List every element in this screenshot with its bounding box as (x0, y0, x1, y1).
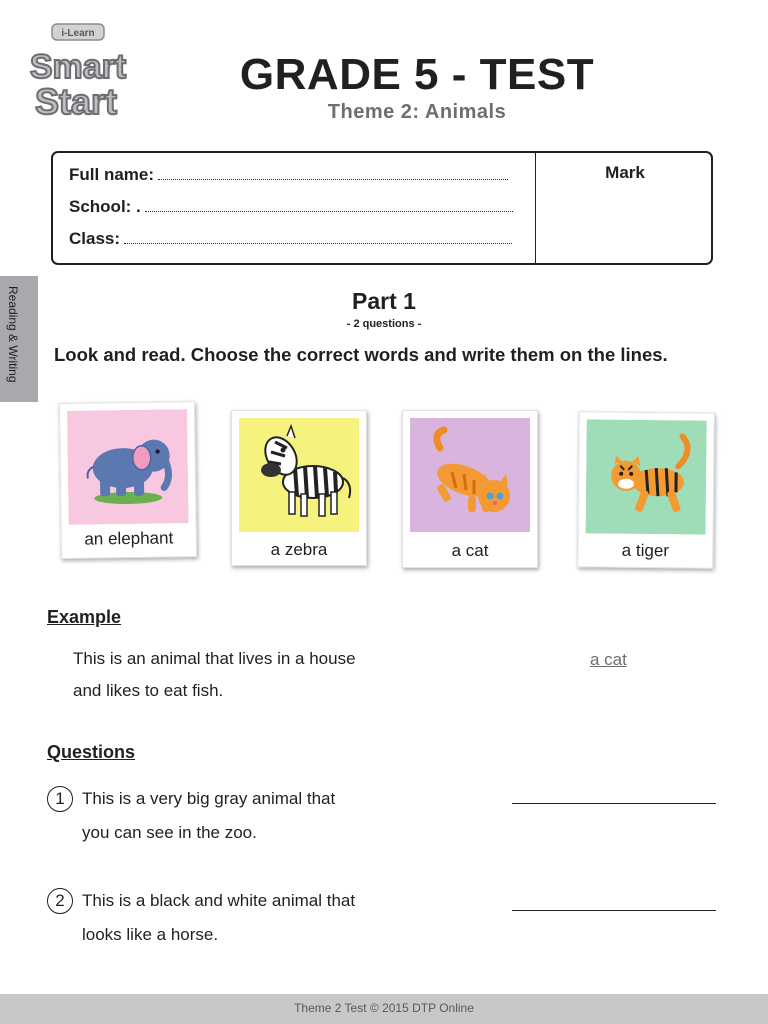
cat-picture (410, 418, 530, 532)
school-dotted-line (145, 210, 513, 212)
question-2-line2: looks like a horse. (82, 925, 219, 944)
card-label-cat: a cat (451, 541, 489, 560)
question-number-2: 2 (47, 888, 73, 914)
page-subtitle: Theme 2: Animals (327, 101, 507, 123)
question-1-line2: you can see in the zoo. (82, 823, 257, 842)
picture-card-tiger (577, 411, 715, 568)
example-heading: Example (47, 607, 122, 627)
full-name-field[interactable] (69, 165, 508, 185)
example-answer: a cat (590, 650, 627, 669)
picture-card-zebra (231, 410, 367, 566)
class-label: Class: (69, 229, 121, 248)
question-number-1: 1 (47, 786, 73, 812)
class-field[interactable] (69, 229, 512, 249)
card-label-elephant: an elephant (84, 528, 174, 549)
question-1-line1: This is a very big gray animal that (82, 789, 336, 808)
answer-line-2[interactable] (512, 910, 716, 911)
example-text-line2: and likes to eat fish. (73, 681, 224, 700)
question-count: - 2 questions - (346, 318, 422, 330)
part-title: Part 1 (352, 288, 416, 314)
tiger-picture (586, 419, 707, 534)
school-label: School: . (69, 197, 141, 216)
full-name-dotted-line (158, 178, 508, 180)
mark-label: Mark (605, 163, 645, 182)
card-label-tiger: a tiger (621, 540, 670, 561)
question-2-line1: This is a black and white animal that (82, 891, 356, 910)
info-box-divider (535, 153, 536, 263)
svg-text:Smart: Smart (29, 48, 127, 86)
page-footer: Theme 2 Test © 2015 DTP Online (0, 994, 768, 1024)
picture-card-cat (402, 410, 538, 568)
elephant-picture (67, 409, 189, 525)
student-info-box (51, 151, 713, 265)
card-label-zebra: a zebra (270, 540, 328, 559)
example-text-line1: This is an animal that lives in a house (73, 649, 356, 668)
svg-text:i-Learn: i-Learn (61, 28, 95, 39)
instruction-text: Look and read. Choose the correct words and write them on the lines. (54, 344, 668, 365)
full-name-label: Full name: (69, 165, 155, 184)
svg-text:Start: Start (34, 81, 118, 122)
questions-heading: Questions (47, 742, 136, 762)
school-field[interactable] (69, 197, 513, 217)
picture-card-elephant (59, 401, 197, 559)
class-dotted-line (124, 242, 512, 244)
page-title: GRADE 5 - TEST (239, 50, 595, 99)
zebra-picture (239, 418, 359, 532)
answer-line-1[interactable] (512, 803, 716, 804)
side-tab-label: Reading & Writing (6, 286, 20, 383)
